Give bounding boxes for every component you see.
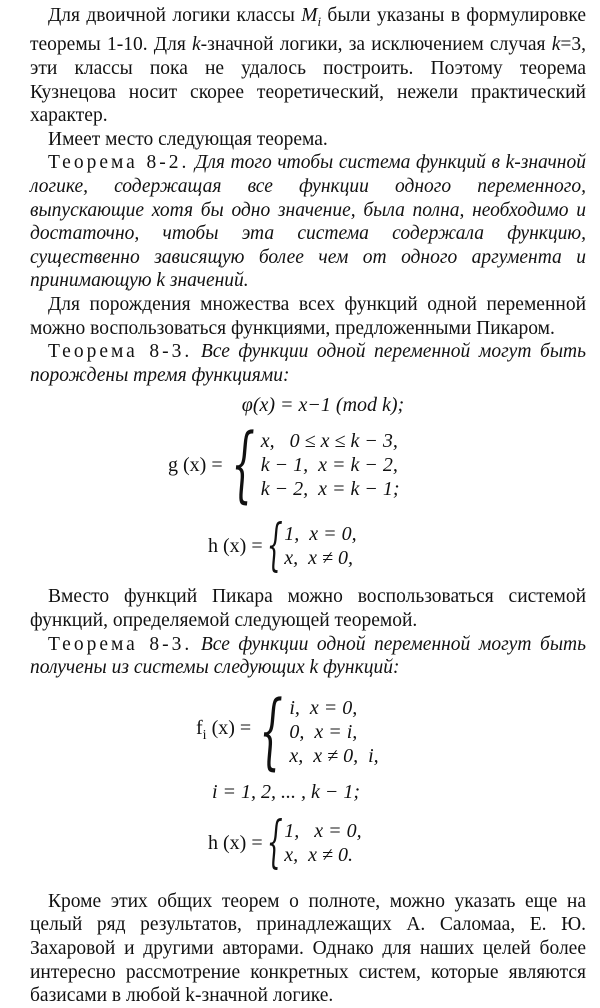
formula-cases: 1, x = 0, x, x ≠ 0,: [284, 523, 357, 570]
math-k: k: [551, 34, 561, 56]
formula-lhs: h (x) =: [208, 535, 263, 558]
brace-symbol: {: [230, 417, 255, 513]
math-k: k: [192, 34, 201, 56]
theorem-label: Теорема 8-3.: [48, 341, 193, 363]
brace-symbol: {: [259, 683, 283, 779]
formula-f: [30, 684, 586, 780]
formula-lhs: g (x) =: [168, 454, 223, 477]
formula-cases: 1, x = 0, x, x ≠ 0.: [284, 819, 362, 866]
text-span: Для двоичной логики классы: [48, 5, 302, 26]
brace-symbol: {: [266, 809, 283, 875]
formula-h-1: [30, 513, 586, 579]
formula-h-2: [30, 810, 586, 876]
math-mi: $M_i$: [301, 5, 322, 29]
text-span: -значной логики, за исключением случая: [200, 34, 552, 56]
theorem-8-3-b: [30, 633, 586, 680]
formula-phi: φ(x) = x−1 (mod k);: [241, 394, 405, 417]
theorem-text: Для того чтобы система функций в k-значной логике, содержащая все функции одного переменного, выпускающие хотя бы одно значение, была полна, необходимо и достаточно, чтобы эта система содержала функцию, существенно зависящую более чем от одного аргумента и принимающую k значений.: [30, 152, 586, 292]
formula-lhs: h (x) =: [208, 831, 263, 854]
formula-cases: i, x = 0, 0, x = i, x, x ≠ 0, i,: [289, 696, 379, 767]
formula-i-range: i = 1, 2, ... , k − 1;: [212, 780, 361, 803]
paragraph-lead: Имеет место следующая теорема.: [48, 128, 328, 150]
brace-symbol: {: [266, 513, 283, 579]
paragraph-alternative: Вместо функций Пикара можно воспользоваться системой функций, определяемой следующей теоремой.: [30, 586, 586, 631]
text-span: =3, эти классы пока не удалось построить. Поэтому теорема Кузнецова носит скорее теоретический, нежели практический характер.: [30, 34, 586, 127]
theorem-label: Теорема 8-2.: [48, 152, 190, 174]
paragraph-conclusion: Кроме этих общих теорем о полноте, можно указать еще на целый ряд результатов, принадлежащих А. Саломаа, Е. Ю. Захаровой и другими авторами. Однако для наших целей более интересно рассмотрение конкретных систем, которые являются базисами в любой k-значной логике.: [30, 890, 586, 1007]
paragraph-intro: [30, 4, 586, 128]
theorem-label: Теорема 8-3.: [48, 633, 193, 655]
formula-g: [30, 417, 586, 513]
formula-cases: x, 0 ≤ x ≤ k − 3, k − 1, x = k − 2, k − 2, x = k − 1;: [260, 430, 400, 501]
formula-lhs: $f_i$ (x) =: [196, 716, 252, 743]
paragraph-picard: Для порождения множества всех функций одной переменной можно воспользоваться функциями, предложенными Пикаром.: [30, 294, 586, 339]
theorem-text: Все функции одной переменной могут быть порождены тремя функциями:: [30, 341, 586, 386]
theorem-text: Все функции одной переменной могут быть получены из системы следующих k функций:: [30, 633, 586, 679]
theorem-8-2: [30, 151, 586, 293]
text-span: были указаны в формулировке теоремы 1-10. Для: [30, 5, 586, 56]
document-page: [30, 4, 586, 1008]
theorem-8-3-a: [30, 340, 586, 387]
